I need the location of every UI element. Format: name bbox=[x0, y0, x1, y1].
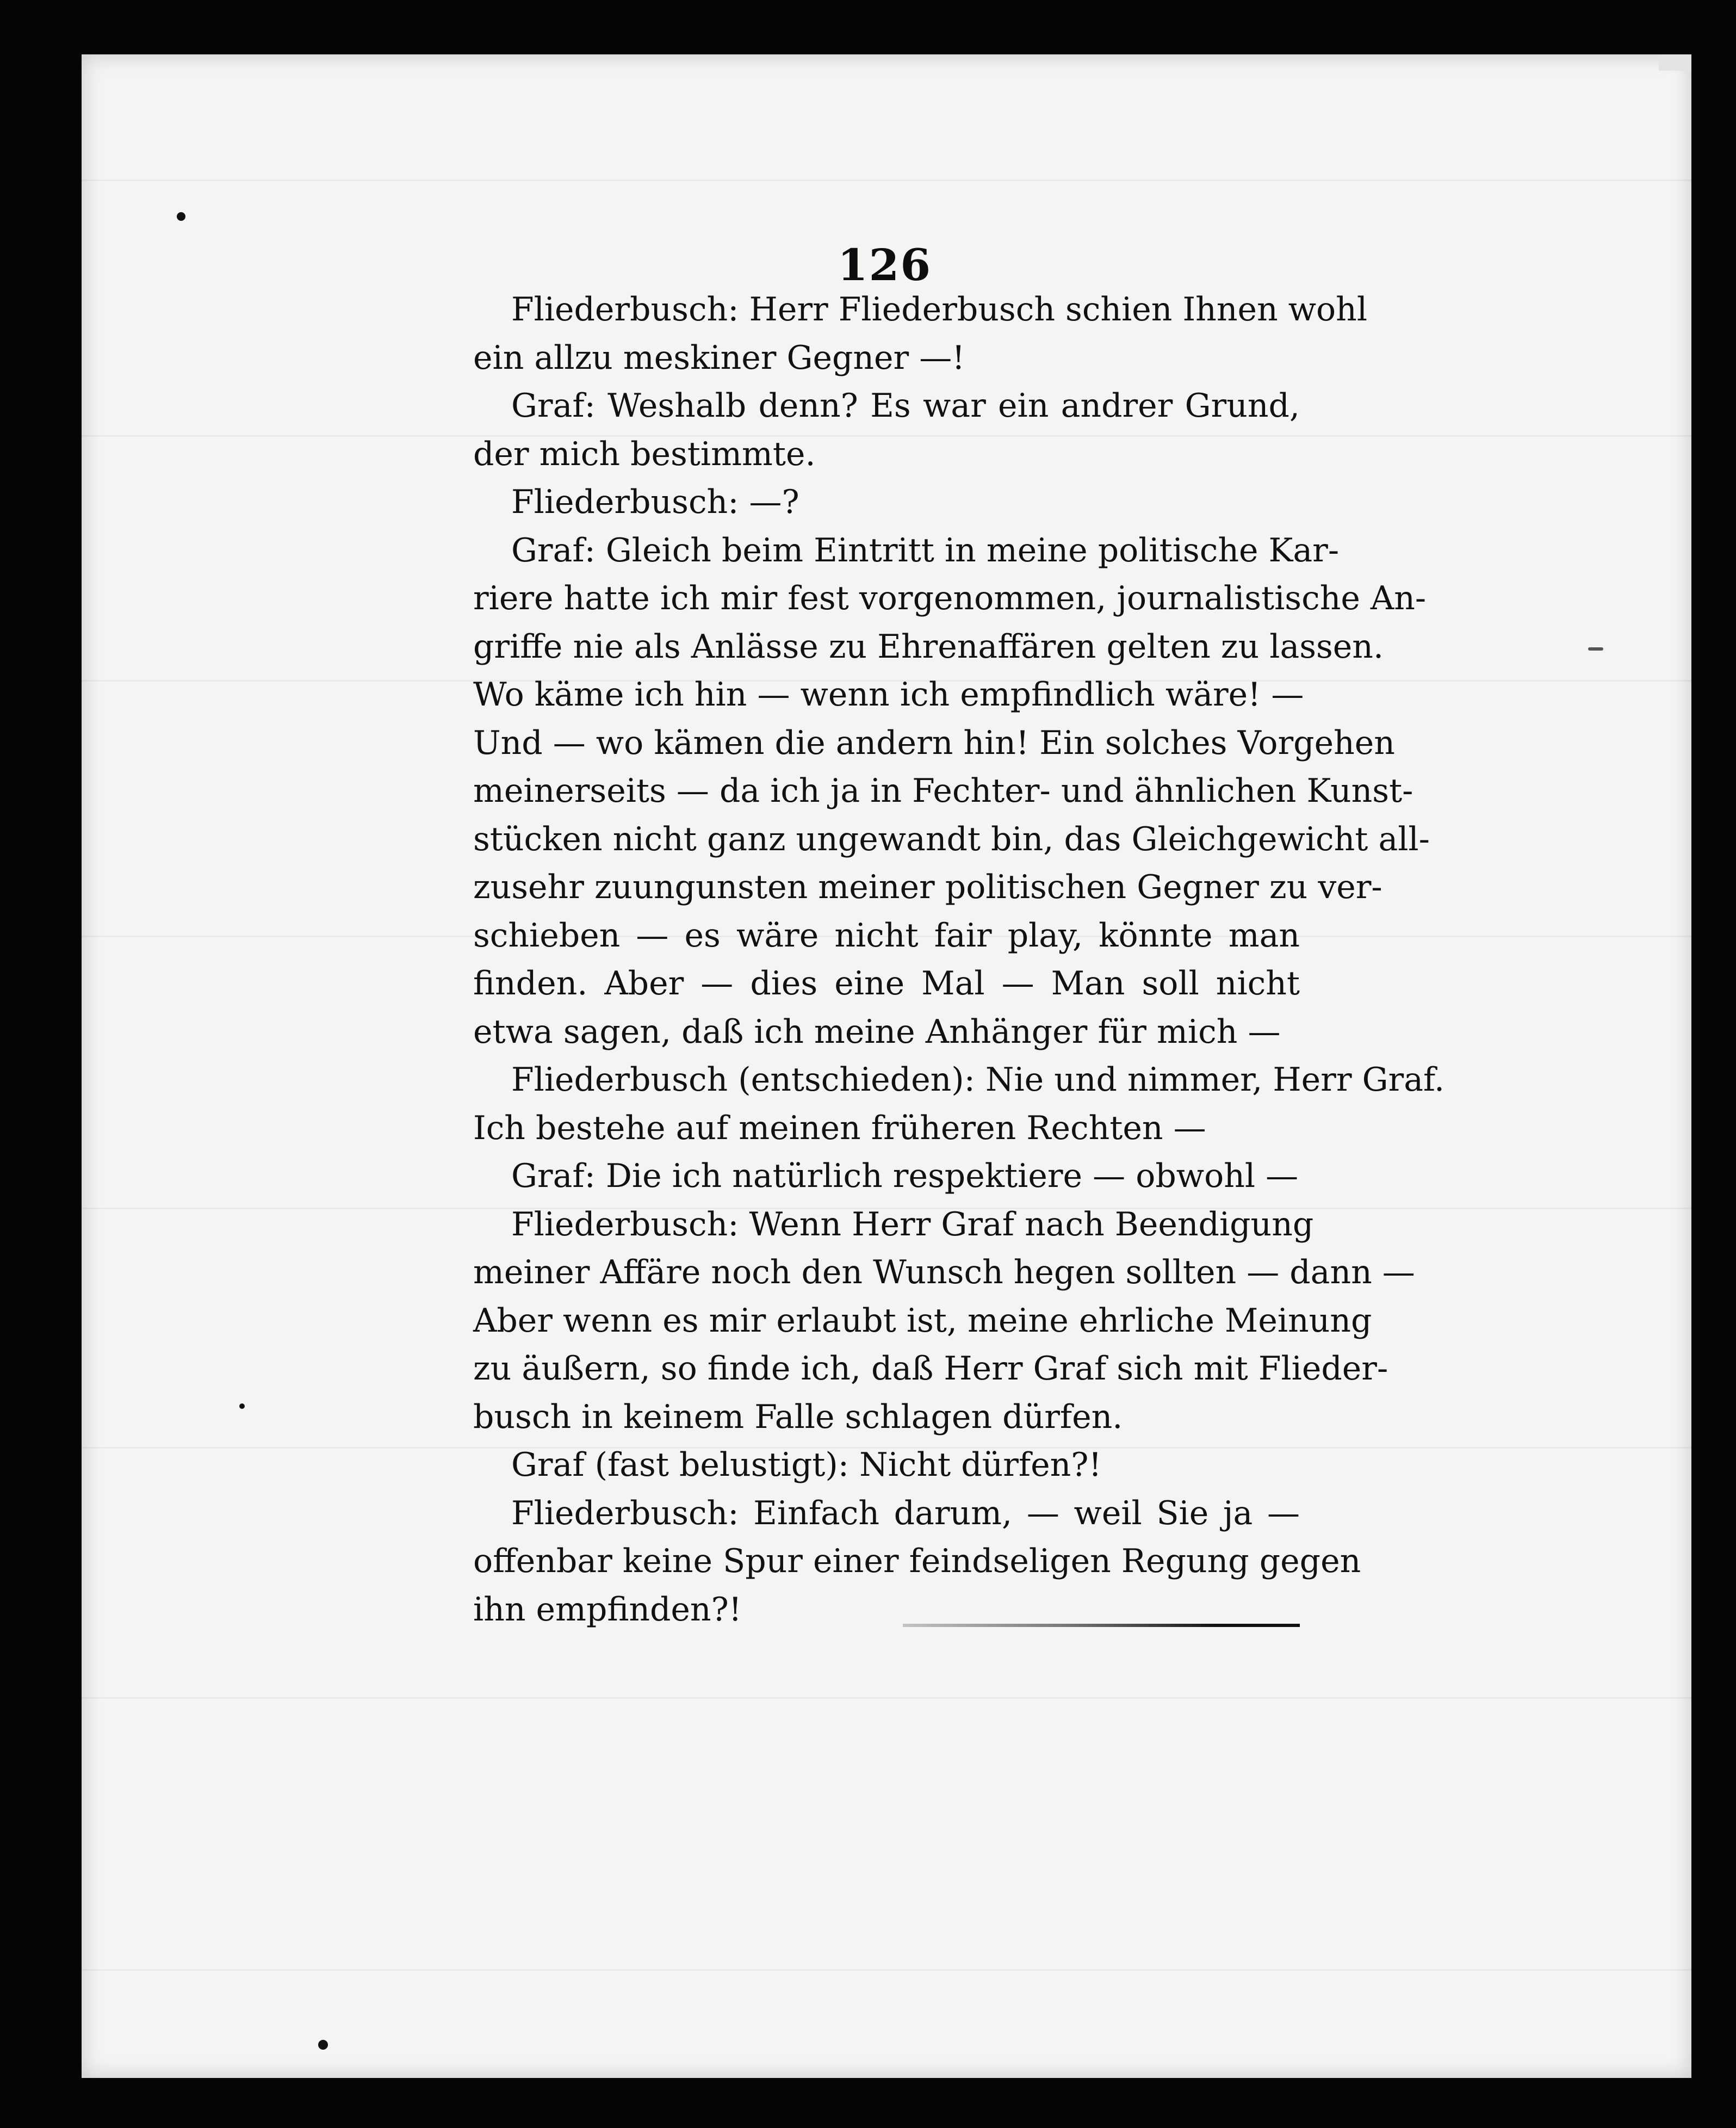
text-line: Graf: Gleich beim Eintritt in meine politische Kar- bbox=[511, 531, 1340, 570]
text-line: Graf: Die ich natürlich respektiere — obwohl — bbox=[511, 1157, 1299, 1195]
text-line: schieben — es wäre nicht fair play, könnte man bbox=[473, 916, 1300, 955]
text-line: der mich bestimmte. bbox=[473, 435, 816, 473]
text-line: Fliederbusch: Wenn Herr Graf nach Beendigung bbox=[511, 1205, 1314, 1244]
text-line: finden. Aber — dies eine Mal — Man soll nicht bbox=[473, 964, 1300, 1003]
text-line: riere hatte ich mir fest vorgenommen, journalistische An- bbox=[473, 579, 1427, 617]
ink-speck bbox=[318, 2040, 328, 2050]
text-line: Aber wenn es mir erlaubt ist, meine ehrliche Meinung bbox=[473, 1301, 1372, 1340]
text-line: etwa sagen, daß ich meine Anhänger für mich — bbox=[473, 1012, 1281, 1051]
text-line: Und — wo kämen die andern hin! Ein solches Vorgehen bbox=[473, 723, 1395, 762]
paper-rule bbox=[82, 1969, 1691, 1971]
text-line: griffe nie als Anlässe zu Ehrenaffären gelten zu lassen. bbox=[473, 627, 1384, 666]
closing-rule bbox=[903, 1624, 1300, 1627]
text-line: zusehr zuungunsten meiner politischen Gegner zu ver- bbox=[473, 868, 1382, 906]
text-line: ihn empfinden?! bbox=[473, 1590, 742, 1629]
page-number: 126 bbox=[838, 239, 932, 290]
text-line: Graf (fast belustigt): Nicht dürfen?! bbox=[511, 1446, 1102, 1484]
text-line: offenbar keine Spur einer feindseligen Regung gegen bbox=[473, 1542, 1361, 1580]
paper-rule bbox=[82, 1697, 1691, 1699]
text-line: Wo käme ich hin — wenn ich empfindlich wäre! — bbox=[473, 676, 1304, 714]
text-line: Fliederbusch: Einfach darum, — weil Sie ja — bbox=[511, 1494, 1300, 1532]
paper-rule bbox=[82, 180, 1691, 181]
text-line: ein allzu meskiner Gegner —! bbox=[473, 338, 965, 377]
text-line: Graf: Weshalb denn? Es war ein andrer Grund, bbox=[511, 387, 1300, 425]
text-line: busch in keinem Falle schlagen dürfen. bbox=[473, 1397, 1123, 1436]
text-line: Fliederbusch: —? bbox=[511, 483, 799, 521]
text-line: zu äußern, so finde ich, daß Herr Graf sich mit Flieder- bbox=[473, 1350, 1388, 1388]
page-corner bbox=[1659, 54, 1691, 71]
text-line: meinerseits — da ich ja in Fechter- und ähnlichen Kunst- bbox=[473, 772, 1413, 810]
ink-speck bbox=[239, 1403, 245, 1409]
text-line: Ich bestehe auf meinen früheren Rechten — bbox=[473, 1109, 1206, 1147]
text-line: stücken nicht ganz ungewandt bin, das Gleichgewicht all- bbox=[473, 820, 1430, 858]
ink-speck bbox=[177, 212, 185, 221]
text-line: Fliederbusch: Herr Fliederbusch schien Ihnen wohl bbox=[511, 290, 1368, 329]
text-line: meiner Affäre noch den Wunsch hegen sollten — dann — bbox=[473, 1253, 1415, 1291]
ink-speck bbox=[1588, 647, 1603, 651]
page-text bbox=[473, 286, 1445, 1634]
text-line: Fliederbusch (entschieden): Nie und nimmer, Herr Graf. bbox=[511, 1061, 1445, 1099]
